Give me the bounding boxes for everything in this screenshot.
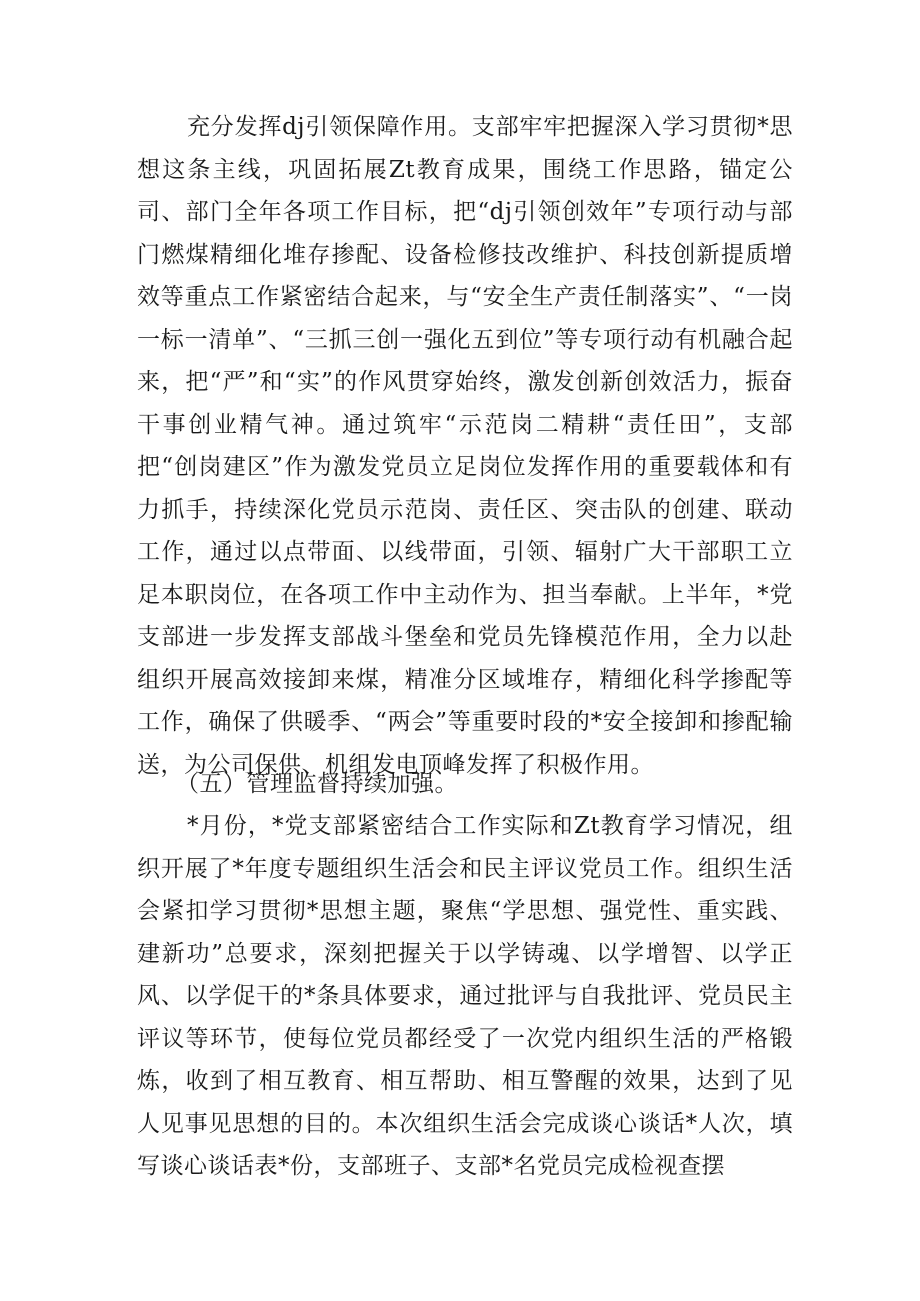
body-paragraph-organizational-life-meeting: *月份，*党支部紧密结合工作实际和Zt教育学习情况，组织开展了*年度专题组织生活会和民主评议党员工作。组织生活会紧扣学习贯彻*思想主题，聚焦“学思想、强党性、重实践、建新功”总要求，深刻把握关于以学铸魂、以学增智、以学正风、以学促干的*条具体要求，通过批评与自我批评、党员民主评议等环节，使每位党员都经受了一次党内组织生活的严格锻炼，收到了相互教育、相互帮助、相互警醒的效果，达到了见人见事见思想的目的。本次组织生活会完成谈心谈话*人次，填写谈心谈话表*份，支部班子、支部*名党员完成检视查摆 bbox=[137, 813, 793, 1179]
body-paragraph-party-leadership: 充分发挥dj引领保障作用。支部牢牢把握深入学习贯彻*思想这条主线，巩固拓展Zt教育成果，围绕工作思路，锚定公司、部门全年各项工作目标，把“dj引领创效年”专项行动与部门燃煤精细化堆存掺配、设备检修技改维护、科技创新提质增效等重点工作紧密结合起来，与“安全生产责任制落实”、“一岗一标一清单”、“三抓三创一强化五到位”等专项行动有机融合起来，把“严”和“实”的作风贯穿始终，激发创新创效活力，振奋干事创业精气神。通过筑牢“示范岗二精耕“责任田”，支部把“创岗建区”作为激发党员立足岗位发挥作用的重要载体和有力抓手，持续深化党员示范岗、责任区、突击队的创建、联动工作，通过以点带面、以线带面，引领、辐射广大干部职工立足本职岗位，在各项工作中主动作为、担当奉献。上半年，*党支部进一步发挥支部战斗堡垒和党员先锋模范作用，全力以赴组织开展高效接卸来煤，精准分区域堆存，精细化科学掺配等工作，确保了供暖季、“两会”等重要时段的*安全接卸和掺配输送，为公司保供、机组发电顶峰发挥了积极作用。 bbox=[137, 114, 793, 778]
section-heading-management-supervision: （五）管理监督持续加强。 bbox=[176, 771, 458, 797]
